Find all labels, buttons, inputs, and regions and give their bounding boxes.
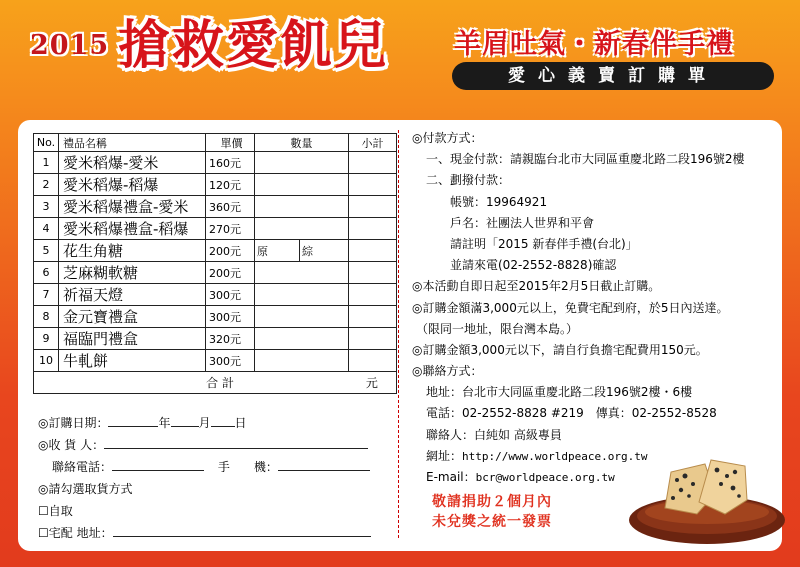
row-price: 160元 bbox=[206, 152, 255, 174]
website-link[interactable]: http://www.worldpeace.org.tw bbox=[462, 449, 648, 463]
contact-title: ◎聯絡方式： bbox=[412, 364, 483, 379]
day-unit: 日 bbox=[234, 416, 247, 430]
row-name: 芝麻糊軟糖 bbox=[59, 262, 206, 284]
row-price: 200元 bbox=[206, 262, 255, 284]
year-label: 2015 bbox=[30, 30, 110, 61]
subtotal-cell[interactable] bbox=[349, 262, 397, 284]
header-name: 禮品名稱 bbox=[59, 134, 206, 152]
row-no: 3 bbox=[34, 196, 59, 218]
row-no: 2 bbox=[34, 174, 59, 196]
subtotal-cell[interactable] bbox=[349, 240, 397, 262]
contact-person: 聯絡人：白純如 高級專員 bbox=[426, 427, 562, 442]
row-no: 4 bbox=[34, 218, 59, 240]
year-unit: 年 bbox=[158, 416, 171, 430]
row-no: 10 bbox=[34, 350, 59, 372]
delivery-address-field[interactable] bbox=[113, 524, 371, 537]
total-unit: 元 bbox=[365, 376, 378, 390]
qty-cell[interactable] bbox=[255, 350, 349, 372]
order-form bbox=[38, 412, 371, 544]
pickup-label: ◎請勾選取貨方式 bbox=[38, 482, 133, 496]
month-unit: 月 bbox=[198, 416, 211, 430]
row-name: 愛米稻爆禮盒-愛米 bbox=[59, 196, 206, 218]
deadline-note: ◎本活動自即日起至2015年2月5日截止訂購。 bbox=[412, 279, 661, 294]
row-no: 5 bbox=[34, 240, 59, 262]
row-name: 福臨門禮盒 bbox=[59, 328, 206, 350]
transfer-payment: 二、劃撥付款： bbox=[426, 173, 511, 188]
cash-payment: 一、現金付款：請親臨台北市大同區重慶北路二段196號2樓 bbox=[426, 152, 745, 167]
row-price: 120元 bbox=[206, 174, 255, 196]
header bbox=[0, 0, 800, 120]
header-qty: 數量 bbox=[255, 134, 349, 152]
subtotal-cell[interactable] bbox=[349, 306, 397, 328]
phone-label: 聯絡電話： bbox=[52, 460, 113, 474]
row-name: 愛米稻爆-稻爆 bbox=[59, 174, 206, 196]
row-price: 270元 bbox=[206, 218, 255, 240]
email-link[interactable]: bcr@worldpeace.org.tw bbox=[475, 471, 615, 484]
area-note: （限同一地址，限台灣本島。） bbox=[416, 321, 579, 336]
info-panel bbox=[412, 128, 745, 488]
subtotal-cell[interactable] bbox=[349, 196, 397, 218]
table-row bbox=[34, 306, 397, 328]
table-header-row bbox=[34, 134, 397, 152]
qty-cell[interactable] bbox=[255, 306, 349, 328]
email-label: E-mail： bbox=[426, 470, 476, 484]
phone-row bbox=[38, 456, 371, 478]
total-cell[interactable] bbox=[34, 372, 397, 394]
qty-cell[interactable] bbox=[255, 218, 349, 240]
table-row bbox=[34, 174, 397, 196]
row-no: 9 bbox=[34, 328, 59, 350]
day-field[interactable] bbox=[211, 414, 235, 427]
total-row bbox=[34, 372, 397, 394]
qty-cell[interactable] bbox=[255, 284, 349, 306]
row-name: 牛軋餅 bbox=[59, 350, 206, 372]
header-subtotal: 小計 bbox=[349, 134, 397, 152]
row-name: 金元寶禮盒 bbox=[59, 306, 206, 328]
contact-phone: 電話：02-2552-8828 #219 傳真：02-2552-8528 bbox=[426, 406, 717, 421]
month-field[interactable] bbox=[171, 414, 199, 427]
phone-field[interactable] bbox=[112, 458, 204, 471]
website-label: 網址： bbox=[426, 448, 463, 463]
order-table bbox=[33, 133, 397, 394]
dashed-divider bbox=[398, 130, 399, 538]
qty-cell[interactable] bbox=[255, 262, 349, 284]
table-row bbox=[34, 350, 397, 372]
nougat-plate-image bbox=[627, 450, 787, 548]
table-row bbox=[34, 262, 397, 284]
row-price: 360元 bbox=[206, 196, 255, 218]
row-name: 愛米稻爆禮盒-稻爆 bbox=[59, 218, 206, 240]
option-delivery[interactable]: ☐宅配 地址： bbox=[38, 526, 113, 540]
row-no: 8 bbox=[34, 306, 59, 328]
table-row bbox=[34, 152, 397, 174]
year-field[interactable] bbox=[108, 414, 158, 427]
row-price: 300元 bbox=[206, 284, 255, 306]
buyer-field[interactable] bbox=[104, 436, 368, 449]
order-date-label: ◎訂購日期： bbox=[38, 416, 109, 430]
row-no: 1 bbox=[34, 152, 59, 174]
appeal-line-2: 未兌獎之統一發票 bbox=[432, 514, 552, 530]
header-price: 單價 bbox=[206, 134, 255, 152]
qty-mixed-label: 綜 bbox=[302, 244, 313, 258]
qty-cell[interactable] bbox=[255, 174, 349, 196]
fee-note: ◎訂購金額3,000元以下，請自行負擔宅配費用150元。 bbox=[412, 342, 708, 357]
buyer-row bbox=[38, 434, 371, 456]
appeal-line-1: 敬請捐助２個月內 bbox=[432, 494, 552, 510]
qty-cell[interactable] bbox=[255, 328, 349, 350]
option-self-pickup[interactable]: ☐自取 bbox=[38, 504, 73, 518]
mobile-field[interactable] bbox=[278, 458, 370, 471]
form-title: 愛心義賣訂購單 bbox=[452, 62, 774, 90]
option-delivery-row bbox=[38, 522, 371, 544]
subtotal-cell[interactable] bbox=[349, 284, 397, 306]
header-no: No. bbox=[34, 134, 59, 152]
qty-cell[interactable] bbox=[255, 196, 349, 218]
row-price: 300元 bbox=[206, 306, 255, 328]
qty-original-cell[interactable] bbox=[255, 240, 300, 262]
subtotal-cell[interactable] bbox=[349, 350, 397, 372]
transfer-note: 請註明「2015 新春伴手禮(台北)」 bbox=[450, 236, 638, 251]
subtotal-cell[interactable] bbox=[349, 328, 397, 350]
table-row bbox=[34, 196, 397, 218]
total-label: 合 計 bbox=[206, 376, 234, 390]
account-number: 帳號：19964921 bbox=[450, 194, 548, 209]
main-title: 搶救愛飢兒 bbox=[118, 16, 389, 76]
row-no: 6 bbox=[34, 262, 59, 284]
row-price: 200元 bbox=[206, 240, 255, 262]
transfer-confirm: 並請來電(02-2552-8828)確認 bbox=[450, 258, 617, 273]
account-name: 戶名：社團法人世界和平會 bbox=[450, 215, 595, 230]
table-row bbox=[34, 284, 397, 306]
table-row bbox=[34, 328, 397, 350]
subtotal-cell[interactable] bbox=[349, 152, 397, 174]
mobile-label: 手 機： bbox=[217, 460, 278, 474]
row-price: 320元 bbox=[206, 328, 255, 350]
table-row bbox=[34, 240, 397, 262]
contact-address: 地址：台北市大同區重慶北路二段196號2樓・6樓 bbox=[426, 385, 693, 400]
subtotal-cell[interactable] bbox=[349, 218, 397, 240]
row-name: 祈福天燈 bbox=[59, 284, 206, 306]
subtitle: 羊眉吐氣・新春伴手禮 bbox=[454, 29, 734, 60]
qty-cell[interactable] bbox=[255, 152, 349, 174]
free-delivery-note: ◎訂購金額滿3,000元以上，免費宅配到府，於5日內送達。 bbox=[412, 300, 729, 315]
payment-title: ◎付款方式： bbox=[412, 131, 483, 145]
row-name: 花生角糖 bbox=[59, 240, 206, 262]
invoice-appeal bbox=[432, 492, 552, 532]
row-name: 愛米稻爆-愛米 bbox=[59, 152, 206, 174]
buyer-label: ◎收 貨 人： bbox=[38, 438, 105, 452]
qty-mixed-cell[interactable] bbox=[300, 240, 349, 262]
qty-original-label: 原 bbox=[257, 244, 268, 258]
row-price: 300元 bbox=[206, 350, 255, 372]
order-date-row bbox=[38, 412, 371, 434]
row-no: 7 bbox=[34, 284, 59, 306]
subtotal-cell[interactable] bbox=[349, 174, 397, 196]
table-row bbox=[34, 218, 397, 240]
